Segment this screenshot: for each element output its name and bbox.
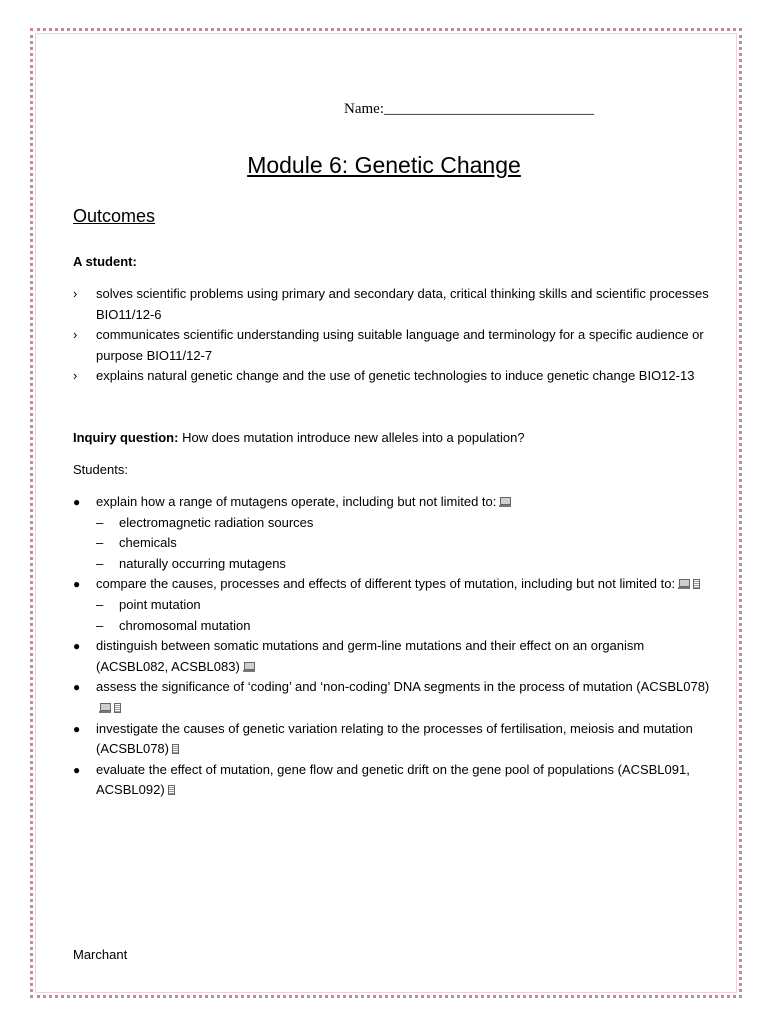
list-item bbox=[73, 677, 713, 718]
sub-item bbox=[73, 533, 713, 554]
document-icon bbox=[693, 579, 700, 589]
list-item bbox=[73, 760, 713, 801]
outcome-marker: › bbox=[73, 327, 78, 343]
dash-marker: – bbox=[96, 617, 104, 633]
list-item bbox=[73, 636, 713, 677]
outcome-text: communicates scientific understanding using suitable language and terminology for a specific audience or purpose BIO11/12-7 bbox=[96, 327, 704, 363]
students-list bbox=[73, 492, 713, 801]
sub-item-text: chemicals bbox=[119, 535, 177, 551]
list-item-text: compare the causes, processes and effects of different types of mutation, including but not limited to: bbox=[96, 576, 676, 592]
bullet-marker: ● bbox=[73, 495, 81, 509]
sub-item-text: naturally occurring mutagens bbox=[119, 555, 286, 571]
footer-author: Marchant bbox=[73, 947, 128, 962]
sub-item bbox=[73, 513, 713, 534]
computer-icon bbox=[243, 662, 255, 672]
bullet-marker: ● bbox=[73, 680, 81, 695]
inquiry-question bbox=[73, 428, 525, 449]
list-item-text: assess the significance of ‘coding’ and ‘non-coding’ DNA segments in the process of mutation (ACSBL078) bbox=[96, 679, 710, 695]
list-item-text: investigate the causes of genetic variation relating to the processes of fertilisation, meiosis and mutation (ACSBL078) bbox=[96, 720, 693, 757]
outcomes-intro: A student: bbox=[73, 254, 137, 269]
computer-icon bbox=[99, 703, 111, 713]
outcome-text: explains natural genetic change and the use of genetic technologies to induce genetic change BIO12-13 bbox=[96, 368, 695, 384]
sub-item-text: chromosomal mutation bbox=[119, 617, 251, 633]
outcome-item bbox=[73, 366, 713, 387]
outcomes-heading: Outcomes bbox=[73, 206, 156, 226]
students-label: Students: bbox=[73, 462, 128, 477]
sub-item bbox=[73, 554, 713, 575]
outcome-marker: › bbox=[73, 286, 78, 301]
name-field-label: Name:____________________________ bbox=[344, 101, 594, 117]
bullet-marker: ● bbox=[73, 721, 81, 736]
outcome-item bbox=[73, 284, 713, 325]
inquiry-text: How does mutation introduce new alleles into a population? bbox=[178, 430, 525, 445]
bullet-marker: ● bbox=[73, 577, 81, 592]
sub-item-text: point mutation bbox=[119, 596, 201, 612]
sub-item bbox=[73, 595, 713, 616]
document-icon bbox=[114, 703, 121, 713]
document-icon bbox=[168, 785, 175, 795]
list-item-text: explain how a range of mutagens operate, including but not limited to: bbox=[96, 494, 497, 509]
dash-marker: – bbox=[96, 514, 104, 530]
computer-icon bbox=[678, 579, 690, 589]
inquiry-label: Inquiry question: bbox=[73, 430, 179, 445]
list-item bbox=[73, 574, 713, 595]
list-item-text: distinguish between somatic mutations and germ-line mutations and their effect on an organism (ACSBL082, ACSBL083) bbox=[96, 638, 656, 674]
document-icon bbox=[172, 744, 179, 754]
outcome-item bbox=[73, 325, 713, 366]
page-title: Module 6: Genetic Change bbox=[247, 152, 521, 178]
sub-item-text: electromagnetic radiation sources bbox=[119, 514, 314, 530]
list-item-text: evaluate the effect of mutation, gene flow and genetic drift on the gene pool of populations (ACSBL091, ACSBL092) bbox=[96, 761, 690, 798]
dash-marker: – bbox=[96, 555, 104, 571]
list-item bbox=[73, 492, 713, 513]
list-item bbox=[73, 719, 713, 760]
sub-item bbox=[73, 616, 713, 637]
outcomes-list bbox=[73, 284, 713, 387]
dash-marker: – bbox=[96, 535, 104, 551]
outcome-text: solves scientific problems using primary and secondary data, critical thinking skills and scientific processes BIO11/12-6 bbox=[96, 286, 709, 322]
bullet-marker: ● bbox=[73, 639, 81, 654]
computer-icon bbox=[499, 497, 511, 507]
outcome-marker: › bbox=[73, 368, 78, 384]
bullet-marker: ● bbox=[73, 762, 81, 777]
dash-marker: – bbox=[96, 596, 104, 612]
